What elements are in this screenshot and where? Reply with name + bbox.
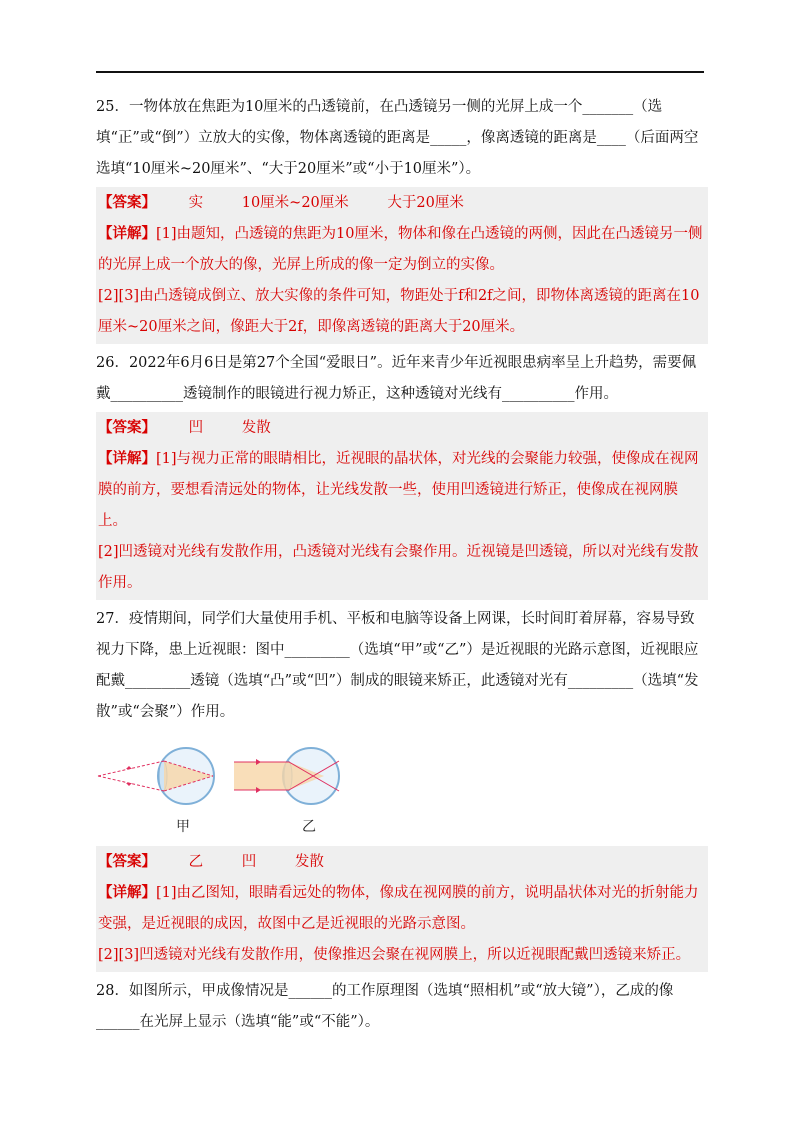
question-25: 25．一物体放在焦距为10厘米的凸透镜前，在凸透镜另一侧的光屏上成一个_______（选填“正”或“倒”）立放大的实像，物体离透镜的距离是_____，像离透镜的距离是____（后面两空选填“10厘米~20厘米”、“大于20厘米”或“小于10厘米”）。 [96,99,699,177]
answer-box-25 [96,187,708,344]
answer-box-27 [96,846,708,972]
question-26: 26．2022年6月6日是第27个全国“爱眼日”。近年来青少年近视眼患病率呈上升趋势，需要佩戴__________透镜制作的眼镜进行视力矫正，这种透镜对光线有__________作用。 [96,355,697,402]
question-28: 28．如图所示，甲成像情况是______的工作原理图（选填“照相机”或“放大镜”），乙成的像______在光屏上显示（选填“能”或“不能”）。 [96,983,674,1030]
answer-tag: 【答案】 [98,194,156,211]
answer-tag: 【答案】 [98,419,156,436]
document-page [96,92,708,1038]
answer-item: 凹 [241,854,257,870]
answer-box-26 [96,412,708,600]
answer-item: 发散 [241,420,271,436]
figure-label-yi: 乙 [302,819,316,835]
detail-tag: 【详解】 [98,450,156,467]
detail-paragraph: 【详解】[1]与视力正常的眼睛相比，近视眼的晶状体，对光线的会聚能力较强，使像成在视网膜的前方，要想看清远处的物体，让光线发散一些，使用凹透镜进行矫正，使像成在视网膜上。 [98,450,699,529]
detail-paragraph: [2][3]由凸透镜成倒立、放大实像的条件可知，物距处于f和2f之间，即物体离透镜的距离在10厘米~20厘米之间，像距大于2f，即像离透镜的距离大于20厘米。 [98,288,700,335]
eye-yi [234,748,339,804]
detail-paragraph: 【详解】[1]由题知，凸透镜的焦距为10厘米，物体和像在凸透镜的两侧，因此在凸透镜另一侧的光屏上成一个放大的像，光屏上所成的像一定为倒立的实像。 [98,225,703,273]
answer-item: 实 [188,195,204,211]
eye-diagram-figure [96,736,366,840]
answer-item: 发散 [294,854,324,870]
answer-line-26 [98,413,706,443]
eye-diagram [96,736,366,816]
answer-line-27 [98,847,706,877]
figure-label-jia: 甲 [176,819,190,835]
detail-paragraph: 【详解】[1]由乙图知，眼睛看远处的物体，像成在视网膜的前方，说明晶状体对光的折射能力变强，是近视眼的成因，故图中乙是近视眼的光路示意图。 [98,884,699,932]
question-27: 27．疫情期间，同学们大量使用手机、平板和电脑等设备上网课，长时间盯着屏幕，容易导致视力下降，患上近视眼：图中_________（选填“甲”或“乙”）是近视眼的光路示意图，近视眼应配戴_________透镜（选填“凸”或“凹”）制成的眼镜来矫正，此透镜对光有_________（选填“发散”或“会聚”）作用。 [96,611,699,720]
detail-tag: 【详解】 [98,884,156,901]
detail-tag: 【详解】 [98,225,156,242]
answer-item: 10厘米~20厘米 [241,195,349,211]
answer-item: 大于20厘米 [387,195,464,211]
header-rule [96,71,704,73]
detail-paragraph: [2]凹透镜对光线有发散作用，凸透镜对光线有会聚作用。近视镜是凹透镜，所以对光线有发散作用。 [98,544,699,591]
answer-item: 凹 [188,420,204,436]
answer-line-25 [98,188,706,218]
detail-paragraph: [2][3]凹透镜对光线有发散作用，使像推迟会聚在视网膜上，所以近视眼配戴凹透镜来矫正。 [98,947,691,963]
answer-tag: 【答案】 [98,853,156,870]
eye-jia [98,748,214,804]
answer-item: 乙 [188,854,204,870]
